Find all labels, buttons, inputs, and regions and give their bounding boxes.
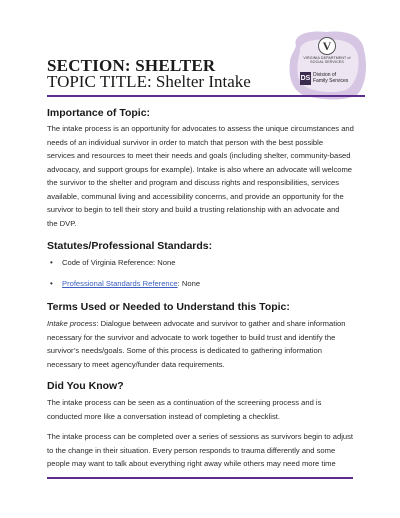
header-divider xyxy=(47,95,365,97)
bullet-code-of-virginia: • Code of Virginia Reference: None xyxy=(62,258,175,267)
did-you-know-paragraph-1: The intake process can be seen as a continuation of the screening process and is conducted more like a conversation instead of completing a checklist. xyxy=(47,398,322,421)
did-you-know-paragraph-2: The intake process can be completed over a series of sessions as survivors begin to adjust to the change in their situation. Every person responds to trauma differently and some people may want to talk about everything right away while others may need more time xyxy=(47,432,354,468)
professional-standards-link[interactable]: Professional Standards Reference xyxy=(62,279,178,288)
logo-ds-badge: DS xyxy=(300,72,311,85)
section-title: SECTION: SHELTER xyxy=(47,56,216,75)
vdss-logo xyxy=(286,28,368,102)
terms-body: Intake process: Dialogue between advocate and survivor to gather and share information necessary for the survivor and advocate to work together to build trust and identify the survivor’s needs/goals. Some of this process is dedicated to gathering information necessary to meet agency/funder data requirements. xyxy=(47,319,346,369)
page-header xyxy=(0,0,400,100)
term-intake-process: Intake process xyxy=(47,319,97,328)
heading-did-you-know: Did You Know? xyxy=(47,380,124,392)
importance-body: The intake process is an opportunity for advocates to assess the unique circumstances and needs of an individual survivor in order to match that person with the best possible services and resources to meet their needs and goals (including shelter, community-based advocacy, and support groups for example). Intake is also where an advocate will welcome the survivor to the shelter and program and discuss rights and responsibilities, services available, communal living and accessibility concerns, and provide an opportunity for the survivor to begin to tell their story and build a trusting relationship with an advocate and the DVP. xyxy=(47,124,354,228)
bullet-professional-standards: • Professional Standards Reference: None xyxy=(62,279,200,288)
logo-division-text: Division of Family Services xyxy=(313,72,349,84)
heading-importance: Importance of Topic: xyxy=(47,107,151,119)
logo-department-text: VIRGINIA DEPARTMENT of SOCIAL SERVICES xyxy=(303,56,351,65)
heading-terms: Terms Used or Needed to Understand this Topic: xyxy=(47,301,290,313)
footer-divider xyxy=(47,477,353,479)
topic-title: TOPIC TITLE: Shelter Intake xyxy=(47,72,251,91)
logo-v-emblem-icon: V xyxy=(318,37,336,55)
heading-statutes: Statutes/Professional Standards: xyxy=(47,240,213,252)
